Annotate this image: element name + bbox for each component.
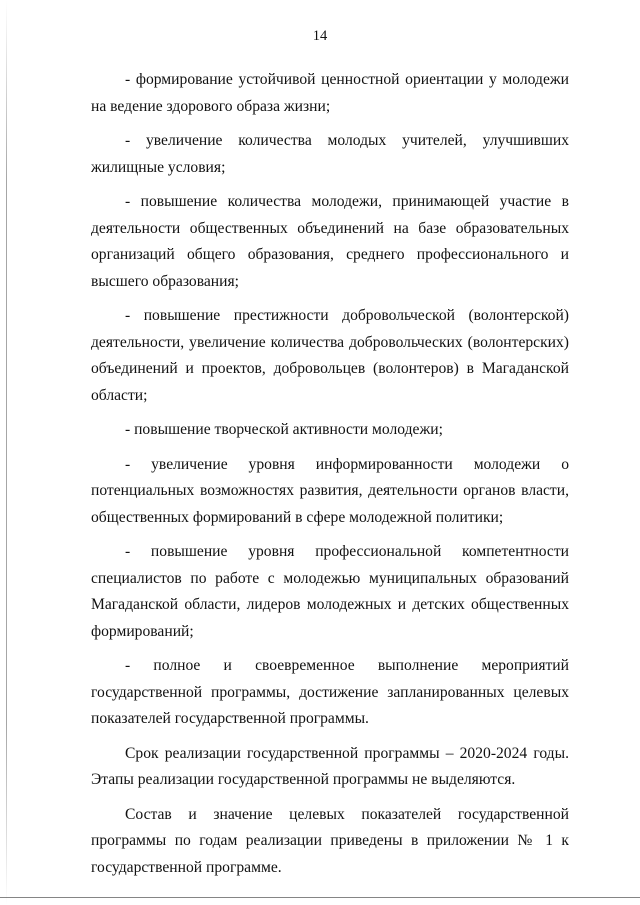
paragraph-implementation-period: Срок реализации государственной программы – 2020-2024 годы. Этапы реализации государственной программы не выделяются. (91, 744, 569, 788)
page-number: 14 (312, 28, 328, 44)
paragraph-public-associations: - повышение количества молодежи, принимающей участие в деятельности общественных объединений на базе образовательных организаций общего образования, среднего профессионального и высшего образования; (91, 193, 569, 290)
page-bottom-edge (0, 897, 640, 898)
paragraph-creative-activity: - повышение творческой активности молодежи; (125, 421, 443, 438)
paragraph-program-execution: - полное и своевременное выполнение мероприятий государственной программы, достижение запланированных целевых показателей государственной программы. (91, 657, 569, 727)
document-body (91, 67, 569, 881)
paragraph-volunteering: - повышение престижности добровольческой (волонтерской) деятельности, увеличение количества добровольческих (волонтерских) объединений и проектов, добровольцев (волонтеров) в Магаданской области; (91, 307, 569, 404)
paragraph-healthy-lifestyle: - формирование устойчивой ценностной ориентации у молодежи на ведение здорового образа жизни; (91, 71, 569, 115)
page-left-edge-shadow (6, 0, 7, 905)
paragraph-target-indicators: Состав и значение целевых показателей государственной программы по годам реализации приведены в приложении № 1 к государственной программе. (91, 805, 569, 876)
paragraph-awareness: - увеличение уровня информированности молодежи о потенциальных возможностях развития, деятельности органов власти, общественных формирований в сфере молодежной политики; (91, 455, 569, 526)
paragraph-young-teachers: - увеличение количества молодых учителей, улучшивших жилищные условия; (91, 132, 569, 176)
paragraph-professional-competence: - повышение уровня профессиональной компетентности специалистов по работе с молодежью муниципальных образований Магаданской области, лидеров молодежных и детских общественных формирований; (91, 543, 569, 640)
